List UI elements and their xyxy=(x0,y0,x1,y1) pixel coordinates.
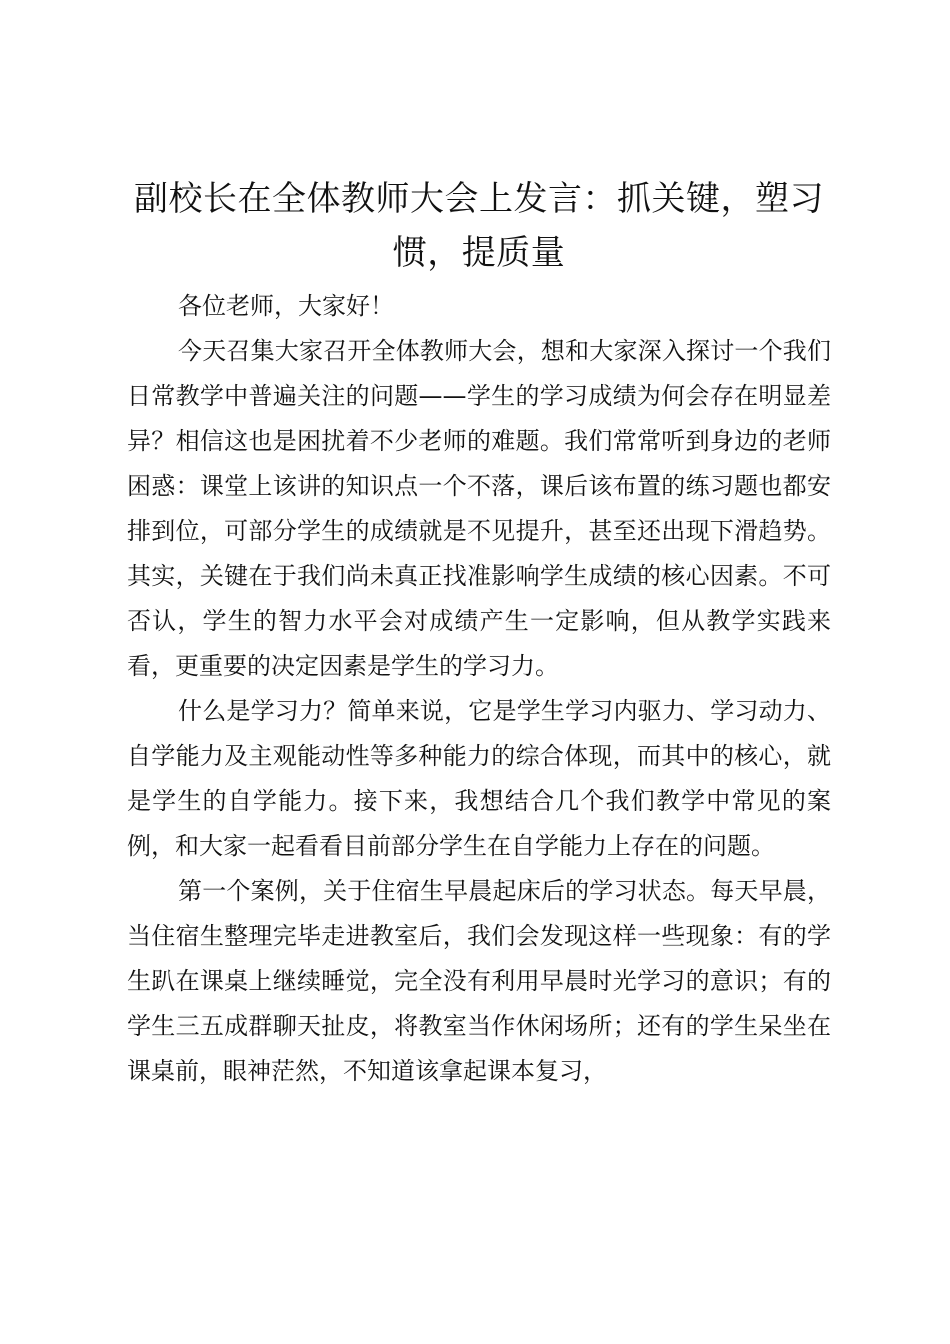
paragraph-1: 今天召集大家召开全体教师大会，想和大家深入探讨一个我们日常教学中普遍关注的问题——学生的学习成绩为何会存在明显差异？相信这也是困扰着不少老师的难题。我们常常听到身边的老师困惑：课堂上该讲的知识点一个不落，课后该布置的练习题也都安排到位，可部分学生的成绩就是不见提升，甚至还出现下滑趋势。其实，关键在于我们尚未真正找准影响学生成绩的核心因素。不可否认，学生的智力水平会对成绩产生一定影响，但从教学实践来看，更重要的决定因素是学生的学习力。 xyxy=(127,337,831,680)
greeting-line: 各位老师，大家好！ xyxy=(178,292,394,320)
document-title: 副校长在全体教师大会上发言：抓关键，塑习惯，提质量 xyxy=(134,179,824,273)
paragraph-3: 第一个案例，关于住宿生早晨起床后的学习状态。每天早晨，当住宿生整理完毕走进教室后，我们会发现这样一些现象：有的学生趴在课桌上继续睡觉，完全没有利用早晨时光学习的意识；有的学生三五成群聊天扯皮，将教室当作休闲场所；还有的学生呆坐在课桌前，眼神茫然，不知道该拿起课本复习， xyxy=(127,877,831,1085)
paragraph-2: 什么是学习力？简单来说，它是学生学习内驱力、学习动力、自学能力及主观能动性等多种能力的综合体现，而其中的核心，就是学生的自学能力。接下来，我想结合几个我们教学中常见的案例，和大家一起看看目前部分学生在自学能力上存在的问题。 xyxy=(127,697,831,860)
document-page xyxy=(127,172,831,1094)
